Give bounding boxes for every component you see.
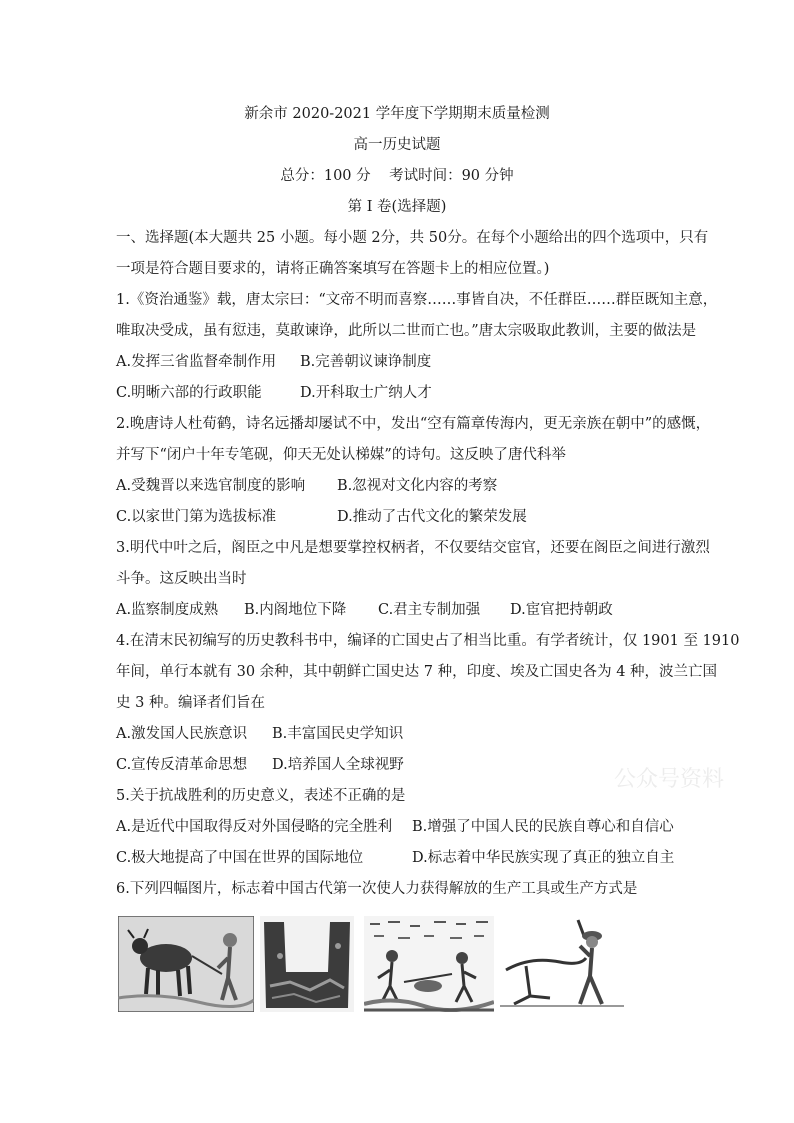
score-time: 总分：100 分 考试时间：90 分钟: [280, 168, 514, 184]
q1-option-d: D.开科取士广纳人才: [300, 385, 432, 401]
q3-stem-1: 3.明代中叶之后，阁臣之中凡是想要掌控权柄者，不仅要结交宦官，还要在阁臣之间进行激烈: [116, 540, 710, 556]
q3-option-b: B.内阁地位下降: [244, 602, 347, 618]
q3-option-d: D.宦官把持朝政: [510, 602, 613, 618]
q2-option-d: D.推动了古代文化的繁荣发展: [337, 509, 527, 525]
q4-stem-3: 史 3 种。编译者们旨在: [116, 695, 265, 711]
q2-option-b: B.忽视对文化内容的考察: [337, 478, 498, 494]
q5-option-c: C.极大地提高了中国在世界的国际地位: [116, 850, 364, 866]
image-farming-scene: [364, 916, 494, 1012]
q5-stem-1: 5.关于抗战胜利的历史意义，表述不正确的是: [116, 788, 406, 804]
volume-title: 第 I 卷(选择题): [347, 199, 447, 215]
q3-stem-2: 斗争。这反映出当时: [116, 571, 247, 587]
q1-option-b: B.完善朝议谏诤制度: [300, 354, 432, 370]
image-iron-tool: [260, 916, 354, 1012]
q3-option-a: A.监察制度成熟: [116, 602, 219, 618]
q1-option-a: A.发挥三省监督牵制作用: [116, 354, 277, 370]
instructions-line-1: 一、选择题(本大题共 25 小题。每小题 2分，共 50分。在每个小题给出的四个选项中，只有: [116, 230, 709, 246]
q1-stem-1: 1.《资治通鉴》载，唐太宗曰：“文帝不明而喜察……事皆自决，不任群臣……群臣既知主意，: [116, 292, 718, 308]
q4-option-b: B.丰富国民史学知识: [272, 726, 404, 742]
subject-title: 高一历史试题: [353, 137, 441, 153]
q4-stem-2: 年间，单行本就有 30 余种，其中朝鲜亡国史达 7 种，印度、埃及亡国史各为 4 种，波兰亡国: [116, 664, 718, 680]
q4-stem-1: 4.在清末民初编写的历史教科书中，编译的亡国史占了相当比重。有学者统计，仅 1901 至 1910: [116, 633, 740, 649]
image-curved-plow: [500, 916, 624, 1012]
q4-option-a: A.激发国人民族意识: [116, 726, 248, 742]
q5-option-a: A.是近代中国取得反对外国侵略的完全胜利: [116, 819, 393, 835]
q1-option-c: C.明晰六部的行政职能: [116, 385, 262, 401]
exam-title: 新余市 2020-2021 学年度下学期期末质量检测: [244, 106, 550, 122]
q5-option-b: B.增强了中国人民的民族自尊心和自信心: [412, 819, 674, 835]
q4-option-c: C.宣传反清革命思想: [116, 757, 248, 773]
instructions-line-2: 一项是符合题目要求的，请将正确答案填写在答题卡上的相应位置。): [116, 261, 550, 277]
image-ox-plowing: [118, 916, 254, 1012]
q2-option-a: A.受魏晋以来选官制度的影响: [116, 478, 306, 494]
q6-stem-1: 6.下列四幅图片，标志着中国古代第一次使人力获得解放的生产工具或生产方式是: [116, 881, 638, 897]
q1-stem-2: 唯取决受成，虽有愆违，莫敢谏诤，此所以二世而亡也。”唐太宗吸取此教训，主要的做法是: [116, 323, 697, 339]
q5-option-d: D.标志着中华民族实现了真正的独立自主: [412, 850, 675, 866]
q2-stem-2: 并写下“闭户十年专笔砚，仰天无处认梯媒”的诗句。这反映了唐代科举: [116, 447, 566, 463]
q3-option-c: C.君主专制加强: [378, 602, 481, 618]
q2-stem-1: 2.晚唐诗人杜荀鹤，诗名远播却屡试不中，发出“空有篇章传海内，更无亲族在朝中”的感慨，: [116, 416, 711, 432]
q4-option-d: D.培养国人全球视野: [272, 757, 404, 773]
watermark: 公众号资料: [614, 767, 725, 792]
q2-option-c: C.以家世门第为选拔标准: [116, 509, 277, 525]
